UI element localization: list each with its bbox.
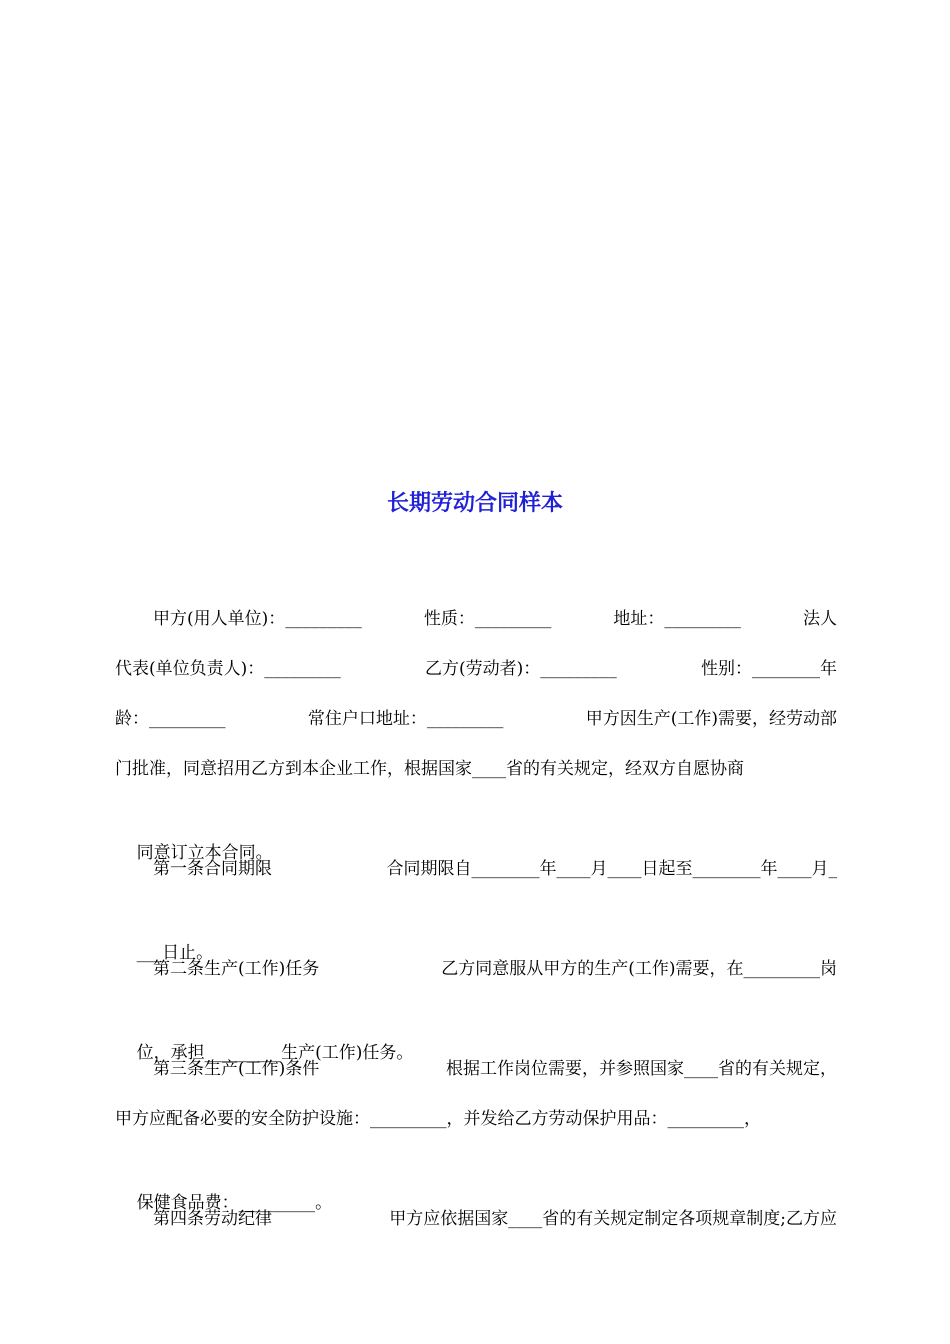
text-line [115,702,837,736]
text-segment: ___日止。 [136,943,214,963]
article-heading: 第二条生产(工作)任务 [153,959,320,979]
text-segment: 乙方(劳动者)：_________ [425,659,617,679]
article-heading: 第一条合同期限 [153,859,272,879]
text-line [153,952,837,986]
text-line [115,1002,837,1063]
text-line [115,752,837,786]
text-segment: 地址：_________ [613,609,741,629]
text-segment: 甲方因生产(工作)需要，经劳动部 [585,709,837,729]
text-line [115,902,837,963]
text-line [153,1202,837,1236]
text-segment: 甲方应依据国家____省的有关规定制定各项规章制度;乙方应 [389,1209,837,1229]
text-segment: 门批准，同意招用乙方到本企业工作，根据国家____省的有关规定，经双方自愿协商 [115,759,744,779]
article-heading: 第三条生产(工作)条件 [153,1059,320,1079]
text-segment: 代表(单位负责人)：_________ [115,659,341,679]
text-segment: 乙方同意服从甲方的生产(工作)需要，在_________岗 [441,959,837,979]
text-segment: 甲方(用人单位)：_________ [153,609,362,629]
text-line [115,1152,837,1213]
article-heading: 第四条劳动纪律 [153,1209,272,1229]
text-segment: 常住户口地址：_________ [307,709,504,729]
text-segment: 性质：_________ [423,609,552,629]
text-line [153,852,837,886]
text-line [153,602,837,636]
text-segment: 龄：_________ [115,709,226,729]
text-line [153,1052,837,1086]
text-line [115,652,837,686]
document-title: 长期劳动合同样本 [386,490,563,516]
text-segment: 根据工作岗位需要，并参照国家____省的有关规定， [446,1059,837,1079]
text-line [115,802,837,863]
text-segment: 甲方应配备必要的安全防护设施：_________，并发给乙方劳动保护用品：_________， [115,1109,761,1129]
text-segment: 性别：________年 [701,659,837,679]
text-segment: 保健食品费：_________。 [136,1193,333,1213]
text-segment: 法人 [803,609,837,629]
text-line [115,1102,837,1136]
text-segment: 合同期限自________年____月____日起至________年____月_ [386,859,837,879]
text-segment: 位，承担_________生产(工作)任务。 [136,1043,414,1063]
text-segment: 同意订立本合同。 [136,843,273,863]
